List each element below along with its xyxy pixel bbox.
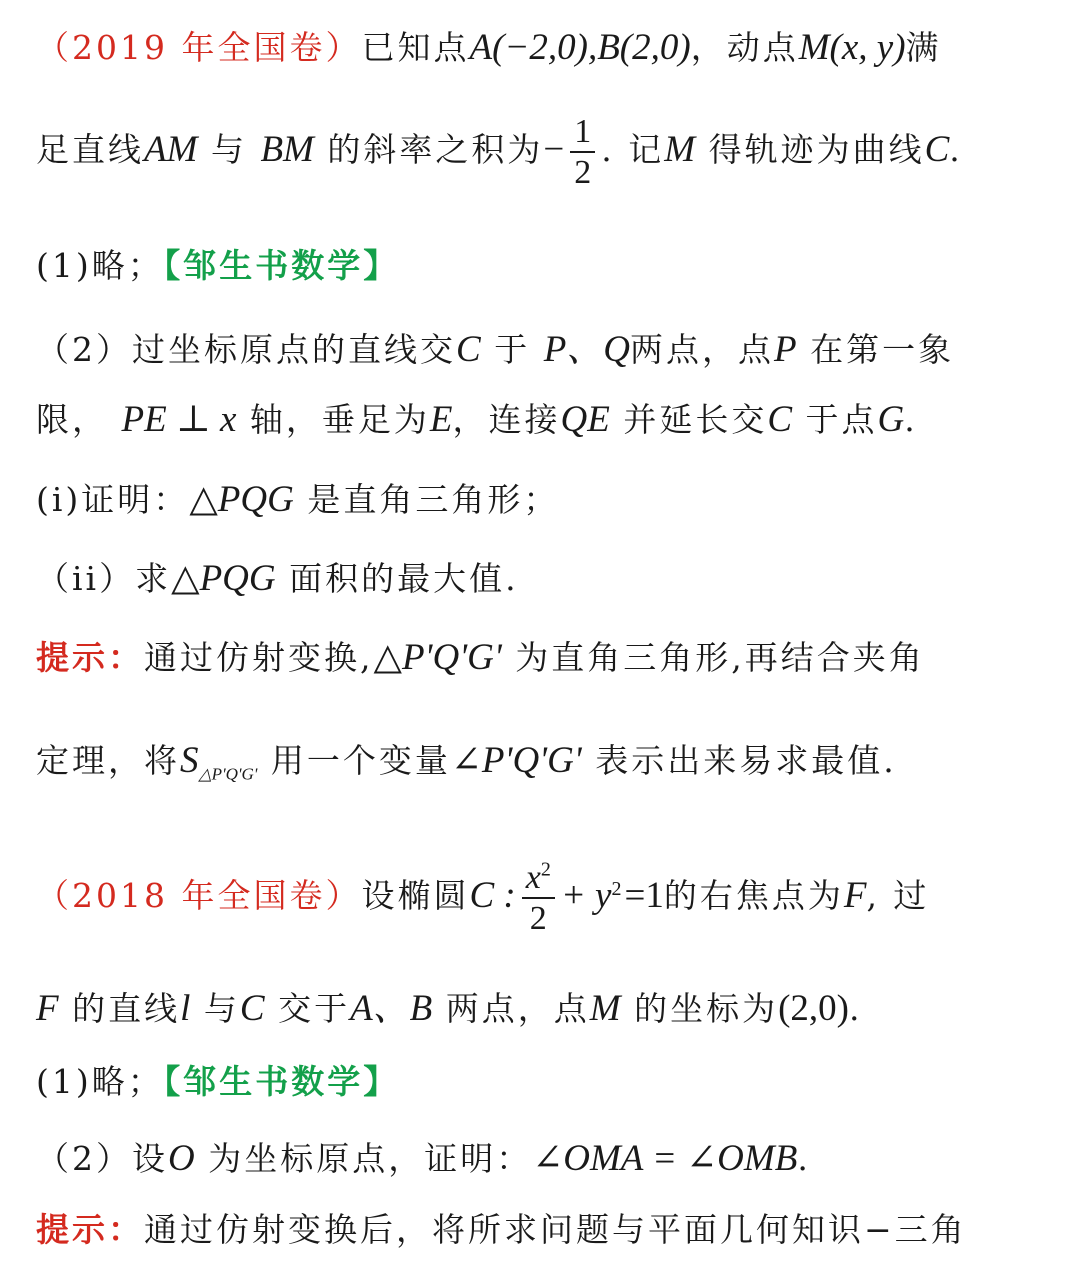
slope-product-fraction: $\frac{1}{2}$ [570,112,595,192]
problem1-part1: (1)略；【邹生书数学】 [36,246,400,285]
problem1-hint-line1: 提示：通过仿射变换,△P'Q'G' 为直角三角形,再结合夹角 [36,637,925,678]
problem1-sub-i: (i)证明：△PQG 是直角三角形； [36,479,560,520]
problem1-hint-line2: 定理，将$S_{\triangle P'Q'G'}$ 用一个变量∠P'Q'G' 表示出来易求最值. [36,740,897,784]
moving-point: M(x, y) [798,27,906,68]
problem1-line1: （2019 年全国卷）已知点A(−2,0),B(2,0)，动点M(x, y)满 [36,27,942,68]
problem2-hint: 提示：通过仿射变换后，将所求问题与平面几何知识−三角 [36,1210,967,1249]
problem1-sub-ii: （ii）求△PQG 面积的最大值. [36,558,519,599]
watermark-label: 【邹生书数学】 [163,1062,400,1101]
hint-label: 提示： [36,1210,144,1249]
hint-label: 提示： [36,638,144,677]
problem1-source: （2019 年全国卷） [36,28,362,67]
ellipse-fraction: $\frac{x^2}{2}$ [522,858,555,938]
problem2-part2: （2）设O 为坐标原点，证明：∠OMA = ∠OMB. [36,1138,811,1179]
problem2-line1: （2018 年全国卷）设椭圆C : $\frac{x^2}{2}$ + $y^2=1$的右焦点为F, 过 [36,858,930,938]
points-ab: A(−2,0),B(2,0) [469,27,691,68]
problem2-source: （2018 年全国卷） [36,876,362,916]
watermark-label: 【邹生书数学】 [163,246,400,285]
problem1-line2: 足直线AM 与 BM 的斜率之积为− $\frac{1}{2}$ . 记M 得轨迹为曲线C. [36,113,963,192]
problem1-part2-line1: （2）过坐标原点的直线交C 于 P、Q两点，点P 在第一象 [36,329,955,370]
problem1-part2-line2: 限， PE ⊥ x 轴，垂足为E，连接QE 并延长交C 于点G. [36,399,918,440]
problem2-part1: (1)略；【邹生书数学】 [36,1062,400,1101]
problem2-line2: F 的直线l 与C 交于A、B 两点，点M 的坐标为(2,0). [36,988,863,1029]
